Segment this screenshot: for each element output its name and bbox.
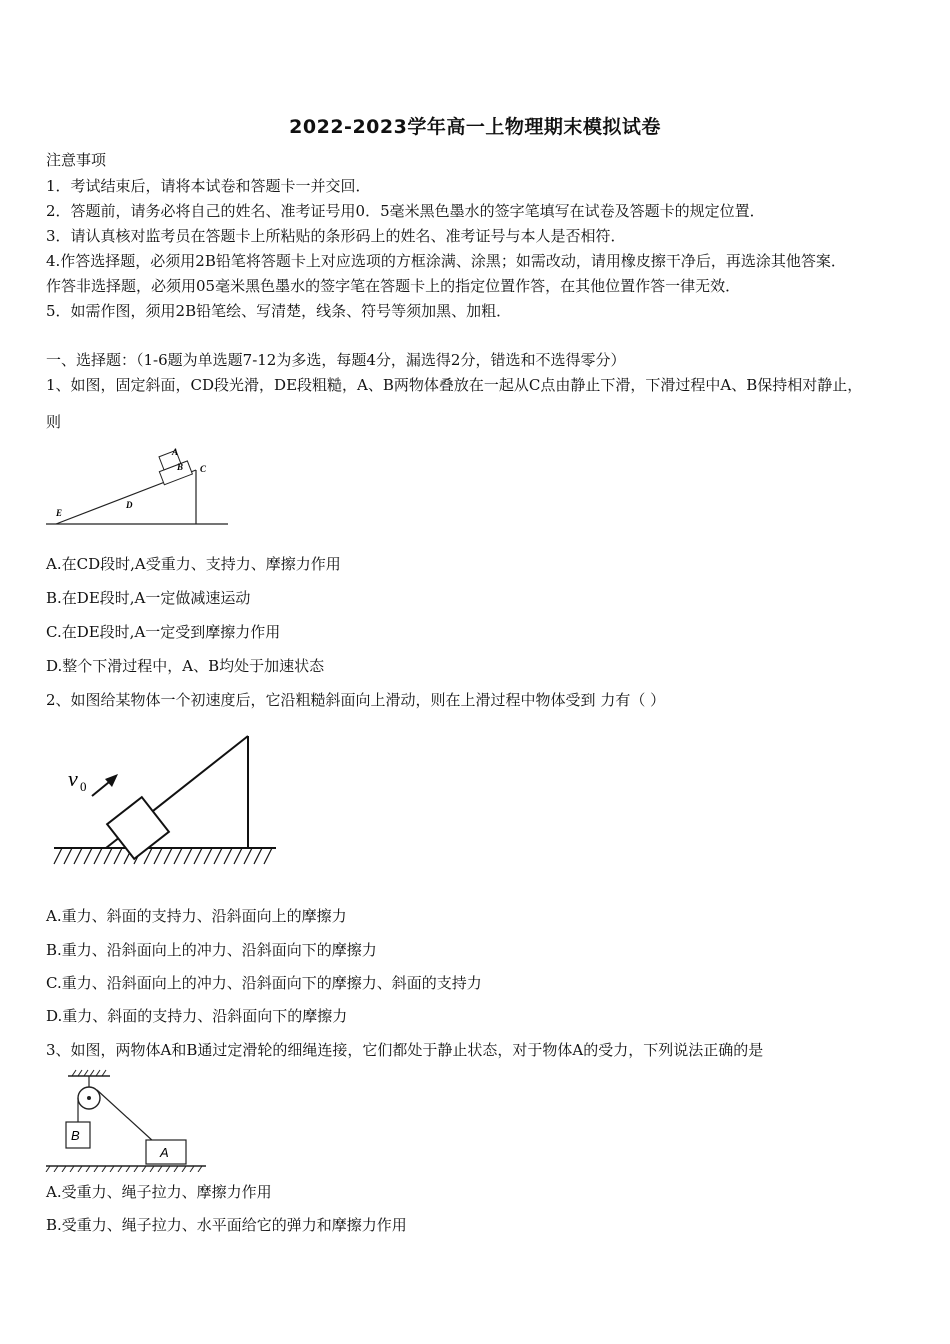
q3-option-b: B.受重力、绳子拉力、水平面给它的弹力和摩擦力作用: [46, 1216, 407, 1234]
q2-option-c: C.重力、沿斜面向上的冲力、沿斜面向下的摩擦力、斜面的支持力: [46, 974, 482, 992]
notice-heading: 注意事项: [46, 151, 107, 169]
notice-item: 2．答题前，请务必将自己的姓名、准考证号用0．5毫米黑色墨水的签字笔填写在试卷及答题卡的规定位置．: [46, 202, 765, 220]
q3-pulley-figure: [44, 1068, 214, 1172]
q1-label-a: A: [172, 447, 179, 457]
q1-option-a: A.在CD段时,A受重力、支持力、摩擦力作用: [46, 555, 341, 573]
notice-item: 4.作答选择题，必须用2B铅笔将答题卡上对应选项的方框涂满、涂黑；如需改动，请用橡皮擦干净后，再选涂其他答案．: [46, 252, 846, 270]
q2-incline-figure: [50, 730, 280, 870]
q3-option-a: A.受重力、绳子拉力、摩擦力作用: [46, 1183, 272, 1201]
q2-stem: 2、如图给某物体一个初速度后，它沿粗糙斜面向上滑动，则在上滑过程中物体受到 力有（ ）: [46, 691, 666, 709]
q2-option-d: D.重力、斜面的支持力、沿斜面向下的摩擦力: [46, 1007, 348, 1025]
q2-option-a: A.重力、斜面的支持力、沿斜面向上的摩擦力: [46, 907, 347, 925]
q3-stem: 3、如图，两物体A和B通过定滑轮的细绳连接，它们都处于静止状态，对于物体A的受力，下列说法正确的是: [46, 1041, 764, 1059]
q1-stem-cont: 则: [46, 413, 62, 431]
q1-label-c: C: [200, 464, 207, 474]
q1-incline-figure: [46, 440, 236, 532]
section-heading: 一、选择题：（1-6题为单选题7-12为多选，每题4分，漏选得2分，错选和不选得零分）: [46, 351, 626, 369]
notice-item: 1．考试结束后，请将本试卷和答题卡一并交回．: [46, 177, 371, 195]
q3-label-a: A: [160, 1145, 169, 1160]
q2-option-b: B.重力、沿斜面向上的冲力、沿斜面向下的摩擦力: [46, 941, 377, 959]
q1-option-b: B.在DE段时,A一定做减速运动: [46, 589, 251, 607]
notice-item: 作答非选择题，必须用05毫米黑色墨水的签字笔在答题卡上的指定位置作答，在其他位置作答一律无效．: [46, 277, 741, 295]
q3-label-b: B: [71, 1128, 80, 1143]
q1-stem: 1、如图，固定斜面，CD段光滑，DE段粗糙，A、B两物体叠放在一起从C点由静止下滑，下滑过程中A、B保持相对静止，: [46, 376, 863, 394]
page-title: 2022-2023学年高一上物理期末模拟试卷: [289, 116, 661, 138]
q2-label-v: v: [68, 766, 78, 791]
q1-label-b: B: [177, 462, 184, 472]
notice-item: 5．如需作图，须用2B铅笔绘、写清楚，线条、符号等须加黑、加粗．: [46, 302, 512, 320]
q2-label-v-sub: 0: [80, 779, 87, 794]
q1-label-e: E: [56, 508, 63, 518]
notice-item: 3．请认真核对监考员在答题卡上所粘贴的条形码上的姓名、准考证号与本人是否相符．: [46, 227, 626, 245]
q1-label-d: D: [126, 500, 133, 510]
q1-option-c: C.在DE段时,A一定受到摩擦力作用: [46, 623, 281, 641]
q1-option-d: D.整个下滑过程中，A、B均处于加速状态: [46, 657, 325, 675]
